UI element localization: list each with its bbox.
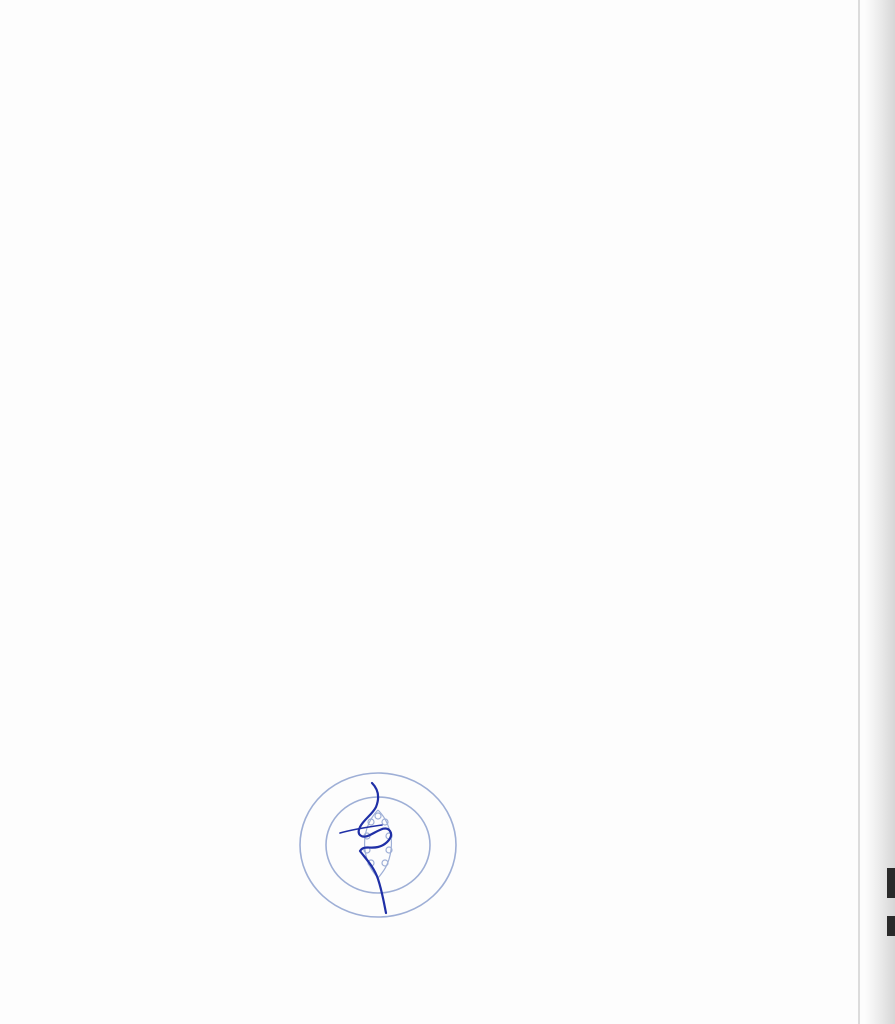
handwritten-signature (320, 775, 430, 915)
page-edge-line (858, 0, 860, 1024)
scan-edge-mark (887, 868, 895, 898)
scan-edge-mark (887, 916, 895, 936)
